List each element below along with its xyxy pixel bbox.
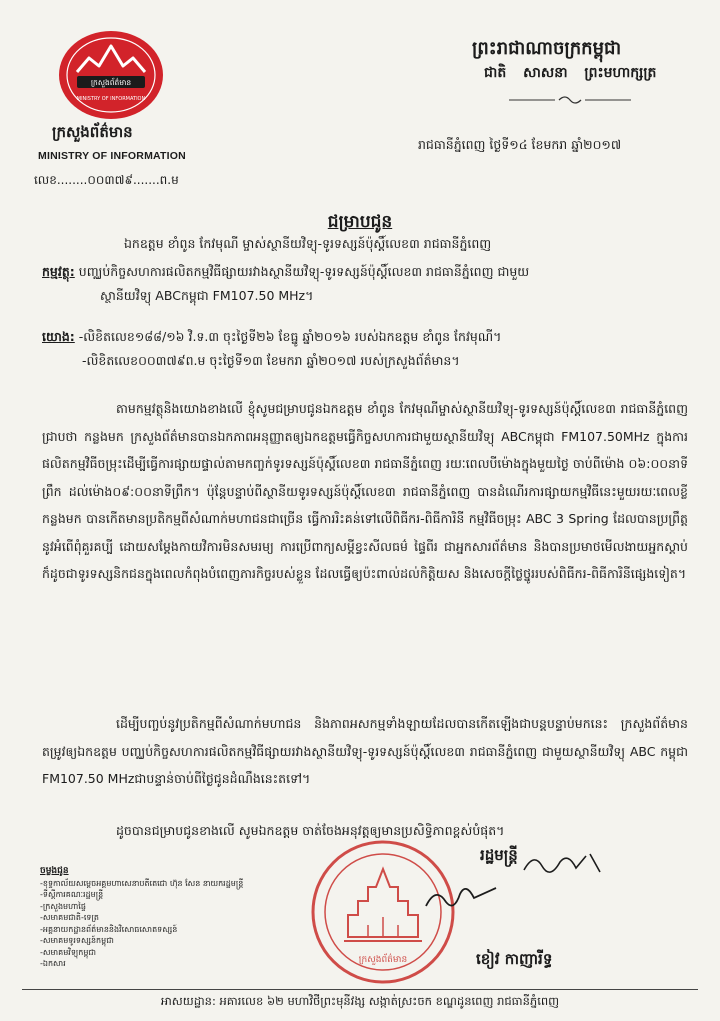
subject-text: បញ្ឈប់កិច្ចសហការផលិតកម្មវិធីផ្សាយរវាងស្ថានីយវិទ្យុ-ទូរទស្សន៍ប៉ុស្តិ៍លេខ៣ រាជធានីភ្នំពេញ ជាមួយ — [78, 264, 530, 279]
reference-text-1: -លិខិតលេខ១៨៨/១៦ វិ.ទ.៣ ចុះថ្ងៃទី២៦ ខែធ្នូ ឆ្នាំ២០១៦ របស់ឯកឧត្តម ខាំពូន កែវមុណី។ — [78, 329, 502, 344]
cc-item: -សមាគមជាតិ-ទេត្រ — [40, 913, 99, 922]
signer-name: ខៀវ កាញារីទ្ធ — [476, 950, 553, 968]
ministry-name-en: MINISTRY OF INFORMATION — [38, 150, 186, 162]
logo-text-kh: ក្រសួងព័ត៌មាន — [90, 78, 132, 87]
handwritten-signature-mark — [520, 848, 610, 878]
cc-item: -ក្រសួងមហាផ្ទៃ — [40, 901, 86, 911]
kingdom-heading: ព្រះរាជាណាចក្រកម្ពុជា — [472, 38, 622, 59]
cc-item: -ទីស្ដីការគណៈរដ្ឋមន្ត្រី — [40, 890, 104, 899]
cc-item: -អគ្គនាយកដ្ឋានព័ត៌មាននិងវិសោធសោតទស្សន៍ — [40, 924, 178, 934]
cc-title: ចម្លងជូន — [40, 866, 69, 876]
ministry-name-kh: ក្រសួងព័ត៌មាន — [52, 123, 133, 141]
reference-number: លេខ........០០៣៧៩.......ព.ម — [34, 173, 179, 187]
cc-item: -សមាគមវិទ្យុកម្ពុជា — [40, 947, 97, 957]
ornament-divider — [505, 92, 635, 106]
footer-address: អាសយដ្ឋាន: អគារលេខ ៦២ មហាវិថីព្រះមុនីវង្ស សង្កាត់ស្រះចក ខណ្ឌដូនពេញ រាជធានីភ្នំពេញ — [160, 994, 560, 1008]
cc-item: -ឯកសារ — [40, 959, 66, 968]
date-line: រាជធានីភ្នំពេញ ថ្ងៃទី១៤ ខែមករា ឆ្នាំ២០១៧ — [418, 137, 622, 152]
references-label: យោង: — [42, 329, 75, 344]
references-block — [42, 325, 682, 373]
cc-item: -ខុទ្ទកាល័យសម្ដេចអគ្គមហាសេនាបតីតេជោ ហ៊ុន សែន នាយករដ្ឋមន្ត្រី — [40, 878, 244, 888]
national-motto: ជាតិ សាសនា ព្រះមហាក្សត្រ — [484, 65, 657, 81]
reference-item-1 — [42, 325, 682, 349]
handwritten-signature — [420, 876, 500, 916]
subject-block — [42, 260, 682, 308]
recipient-line: ឯកឧត្តម ខាំពូន កែវមុណី ម្ចាស់ស្ថានីយវិទ្យុ-ទូរទស្សន៍ប៉ុស្តិ៍លេខ៣ រាជធានីភ្នំពេញ — [124, 236, 492, 251]
ministry-logo — [55, 28, 167, 122]
seal-text: ក្រសួងព័ត៌មាន — [358, 955, 408, 965]
cc-item: -សមាគមទូរទស្សន៍កម្ពុជា — [40, 936, 114, 945]
subject-line-2: ស្ថានីយវិទ្យុ ABCកម្ពុជា FM107.50 MHz។ — [100, 288, 314, 303]
letter-title: ជម្រាបជូន — [327, 212, 393, 232]
cc-list — [40, 866, 243, 970]
body-paragraph-2: ដើម្បីបញ្ចប់នូវប្រតិកម្មពីសំណាក់មហាជន និងភាពអសកម្មទាំងឡាយដែលបានកើតឡើងជាបន្តបន្ទាប់មកនេះ ក្រសួងព័ត៌មាន តម្រូវឲ្យឯកឧត្តម បញ្ឈប់កិច្ចសហការផលិតកម្មវិធីផ្សាយរវាងស្ថានីយវិទ្យុ-ទូរទស្សន៍ប៉ុស្តិ៍លេខ៣ រាជធានីភ្នំពេញ ជាមួយស្ថានីយវិទ្យុ ABC កម្ពុជា FM107.50 MHzជាបន្ទាន់ចាប់ពីថ្ងៃជូនដំណឹងនេះតទៅ។ — [42, 716, 688, 786]
subject-label: កម្មវត្ថុ: — [42, 264, 75, 279]
subject-line-1 — [42, 260, 682, 284]
signatory-title: រដ្ឋមន្ត្រី — [480, 846, 518, 864]
body-paragraph-1: តាមកម្មវត្ថុនិងយោងខាងលើ ខ្ញុំសូមជម្រាបជូនឯកឧត្តម ខាំពូន កែវមុណីម្ចាស់ស្ថានីយវិទ្យុ-ទូរទស្សន៍ប៉ុស្តិ៍លេខ៣ រាជធានីភ្នំពេញ ជ្រាបថា កន្លងមក ក្រសួងព័ត៌មានបានឯកភាពអនុញ្ញាតឲ្យឯកឧត្តមធ្វើកិច្ចសហការជាមួយស្ថានីយវិទ្យុ ABCកម្ពុជា FM107.50MHz ក្នុងការផលិតកម្មវិធីចម្រុះដើម្បីធ្វើការផ្សាយផ្ទាល់តាមកញ្ចក់ទូរទស្សន៍ប៉ុស្តិ៍លេខ៣ រាជធានីភ្នំពេញ រយៈពេលបីម៉ោងក្នុងមួយថ្ងៃ ចាប់ពីម៉ោង ០៦:០០នាទីព្រឹក ដល់ម៉ោង០៩:០០នាទីព្រឹក។ ប៉ុន្តែបន្ទាប់ពីស្ថានីយទូរទស្សន៍ប៉ុស្តិ៍លេខ៣ រាជធានីភ្នំពេញ បានដំណើរការផ្សាយកម្មវិធីនេះមួយរយៈពេលខ្លីកន្លងមក បានកើតមានប្រតិកម្មពីសំណាក់មហាជនជាច្រើន ធ្វើការរិះគន់ទៅលើពិធីករ-ពិធីការិនី កម្មវិធីចម្រុះ ABC 3 Spring ដែលបានប្រព្រឹត្តនូវអំពើពុំគួរគប្បី ដោយសម្ដែងកាយវិការមិនសមរម្យ ការប្រើពាក្យសម្ដីខ្វះសីលធម៌ ផ្ទៃពីរ ជាអ្នកសារព័ត៌មាន និងបានប្រមាថមើលងាយអ្នកស្ដាប់ ក៏ដូចជាទូរទស្សនិកជនក្នុងពេលកំពុងបំពេញភារកិច្ចរបស់ខ្លួន ដែលធ្វើឲ្យប៉ះពាល់ដល់កិត្តិយស និងសេចក្ដីថ្លៃថ្នូររបស់ពិធីករ-ពិធីការិនីផ្សេងទៀត។ — [42, 401, 688, 581]
reference-item-2: -លិខិតលេខ០០៣៧៩ព.ម ចុះថ្ងៃទី១៣ ខែមករា ឆ្នាំ២០១៧ របស់ក្រសួងព័ត៌មាន។ — [82, 353, 460, 368]
logo-text-en: MINISTRY OF INFORMATION — [76, 96, 146, 102]
body-paragraph-3: ដូចបានជម្រាបជូនខាងលើ សូមឯកឧត្តម ចាត់ចែងអនុវត្តឲ្យមានប្រសិទ្ធិភាពខ្ពស់បំផុត។ — [116, 823, 505, 838]
footer-divider — [22, 989, 698, 990]
